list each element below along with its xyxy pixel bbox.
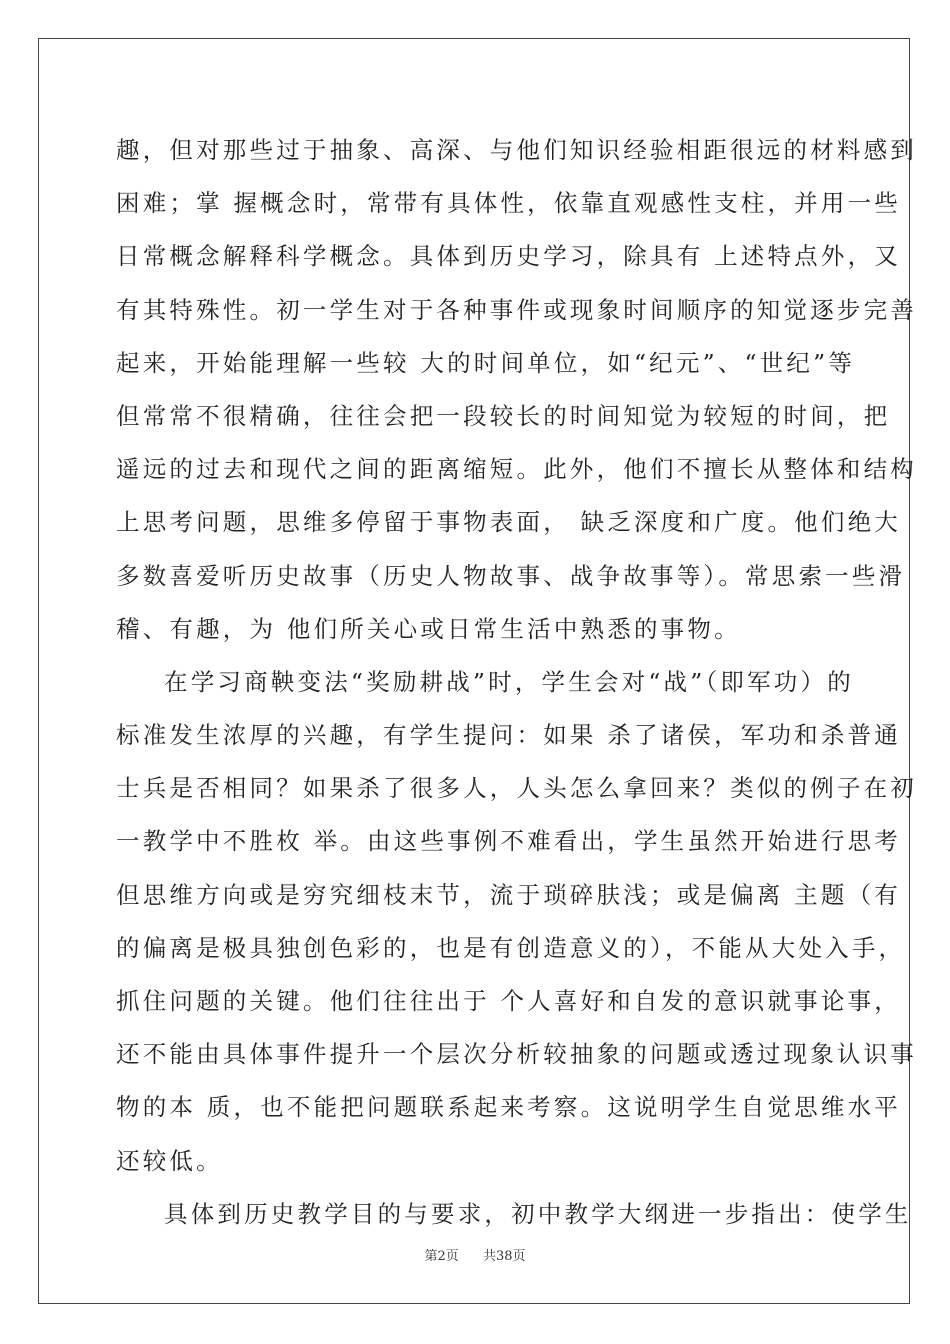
- text-line: 困难；掌 握概念时，常带有具体性，依靠直观感性支柱，并用一些: [116, 189, 901, 218]
- text-line: 日常概念解释科学概念。具体到历史学习，除具有 上述特点外，又: [116, 242, 901, 271]
- paragraph-first-line: 在学习商鞅变法“奖励耕战”时，学生会对“战”（即军功）的: [164, 667, 854, 696]
- text-line: 还较低。: [116, 1146, 223, 1175]
- text-line: 的偏离是极具独创色彩的，也是有创造意义的），不能从大处入手，: [116, 933, 906, 962]
- text-line: 但常常不很精确，往往会把一段较长的时间知觉为较短的时间，把: [116, 401, 891, 430]
- text-line: 物的本 质，也不能把问题联系起来考察。这说明学生自觉思维水平: [116, 1093, 901, 1122]
- text-line: 有其特殊性。初一学生对于各种事件或现象时间顺序的知觉逐步完善: [116, 295, 917, 324]
- text-line: 一教学中不胜枚 举。由这些事例不难看出，学生虽然开始进行思考: [116, 827, 901, 856]
- text-line: 士兵是否相同？如果杀了很多人，人头怎么拿回来？类似的例子在初: [116, 774, 917, 803]
- total-page-count: 共38页: [483, 1249, 526, 1264]
- text-line: 多数喜爱听历史故事（历史人物故事、战争故事等）。常思索一些滑: [116, 561, 906, 590]
- text-line: 标准发生浓厚的兴趣，有学生提问：如果 杀了诸侯，军功和杀普通: [116, 721, 901, 750]
- current-page-number: 第2页: [424, 1249, 459, 1264]
- text-line: 遥远的过去和现代之间的距离缩短。此外，他们不擅长从整体和结构: [116, 455, 917, 484]
- text-line: 上思考问题，思维多停留于事物表面， 缺乏深度和广度。他们绝大: [116, 508, 901, 537]
- document-body: [116, 124, 917, 1241]
- text-line: 还不能由具体事件提升一个层次分析较抽象的问题或透过现象认识事: [116, 1040, 917, 1069]
- text-line: 稽、有趣，为 他们所关心或日常生活中熟悉的事物。: [116, 614, 741, 643]
- page-footer: [0, 1245, 950, 1264]
- paragraph-first-line: 具体到历史教学目的与要求，初中教学大纲进一步指出：使学生: [164, 1199, 912, 1228]
- text-line: 趣，但对那些过于抽象、高深、与他们知识经验相距很远的材料感到: [116, 136, 917, 164]
- text-line: 起来，开始能理解一些较 大的时间单位，如“纪元”、“世纪”等: [116, 348, 856, 377]
- text-line: 但思维方向或是穷究细枝末节，流于琐碎肤浅；或是偏离 主题（有: [116, 880, 901, 909]
- text-line: 抓住问题的关键。他们往往出于 个人喜好和自发的意识就事论事，: [116, 987, 901, 1015]
